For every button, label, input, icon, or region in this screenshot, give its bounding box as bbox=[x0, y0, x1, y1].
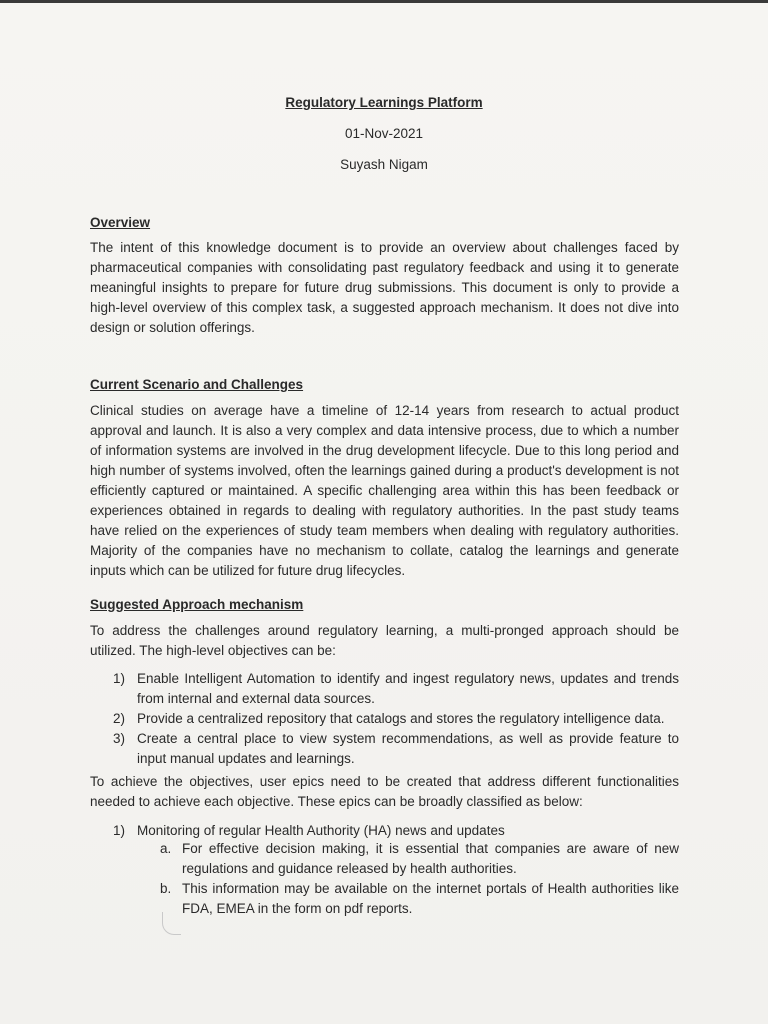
epics-intro-paragraph: To achieve the objectives, user epics need to be created that address different functionalities needed to achieve each objective. These epics can be broadly classified as below: bbox=[90, 774, 679, 809]
document-date: 01-Nov-2021 bbox=[344, 126, 424, 141]
approach-heading: Suggested Approach mechanism bbox=[90, 597, 304, 612]
list-item-text: This information may be available on the internet portals of Health authorities like FDA, EMEA in the form on pdf reports. bbox=[182, 881, 679, 916]
list-item bbox=[160, 839, 679, 879]
objectives-list bbox=[113, 669, 679, 769]
list-item-text: Enable Intelligent Automation to identify and ingest regulatory news, updates and trends from internal and external data sources. bbox=[137, 671, 679, 706]
current-scenario-heading: Current Scenario and Challenges bbox=[90, 377, 304, 392]
list-item-text: Provide a centralized repository that catalogs and stores the regulatory intelligence data. bbox=[137, 711, 665, 726]
overview-paragraph: The intent of this knowledge document is to provide an overview about challenges faced by pharmaceutical companies with consolidating past regulatory feedback and using it to generate meaningful insights to prepare for future drug submissions. This document is only to provide a high-level overview of this complex task, a suggested approach mechanism. It does not dive into design or solution offerings. bbox=[90, 240, 679, 335]
list-letter: b. bbox=[160, 881, 172, 896]
list-item-text: For effective decision making, it is essential that companies are aware of new regulations and guidance released by health authorities. bbox=[182, 841, 679, 876]
list-item bbox=[113, 729, 679, 769]
pen-mark bbox=[162, 912, 181, 935]
list-number: 1) bbox=[113, 671, 126, 686]
list-item bbox=[113, 709, 679, 729]
overview-heading: Overview bbox=[90, 215, 151, 230]
scan-top-edge bbox=[0, 0, 768, 3]
list-item-text: Create a central place to view system recommendations, as well as provide feature to input manual updates and learnings. bbox=[137, 731, 679, 766]
list-number: 1) bbox=[113, 823, 126, 838]
approach-intro-paragraph: To address the challenges around regulatory learning, a multi-pronged approach should be utilized. The high-level objectives can be: bbox=[90, 623, 679, 658]
document-author: Suyash Nigam bbox=[340, 157, 428, 172]
epics-list bbox=[113, 821, 679, 841]
current-scenario-paragraph: Clinical studies on average have a timeline of 12-14 years from research to actual product approval and launch. It is also a very complex and data intensive process, due to which a number of information systems are involved in the drug development lifecycle. Due to this long period and high number of systems involved, often the learnings gained during a product's development is not efficiently captured or maintained. A specific challenging area within this has been feedback or experiences obtained in regards to dealing with regulatory authorities. In the past study teams have relied on the experiences of study team members when dealing with regulatory authorities. Majority of the companies have no mechanism to collate, catalog the learnings and generate inputs which can be utilized for future drug lifecycles. bbox=[90, 403, 679, 578]
list-number: 3) bbox=[113, 731, 126, 746]
list-number: 2) bbox=[113, 711, 126, 726]
epic-sub-items-list bbox=[160, 839, 679, 919]
list-item bbox=[113, 669, 679, 709]
document-title: Regulatory Learnings Platform bbox=[285, 95, 483, 110]
list-item-text: Monitoring of regular Health Authority (HA) news and updates bbox=[137, 823, 505, 838]
list-letter: a. bbox=[160, 841, 172, 856]
list-item bbox=[113, 821, 679, 841]
list-item bbox=[160, 879, 679, 919]
